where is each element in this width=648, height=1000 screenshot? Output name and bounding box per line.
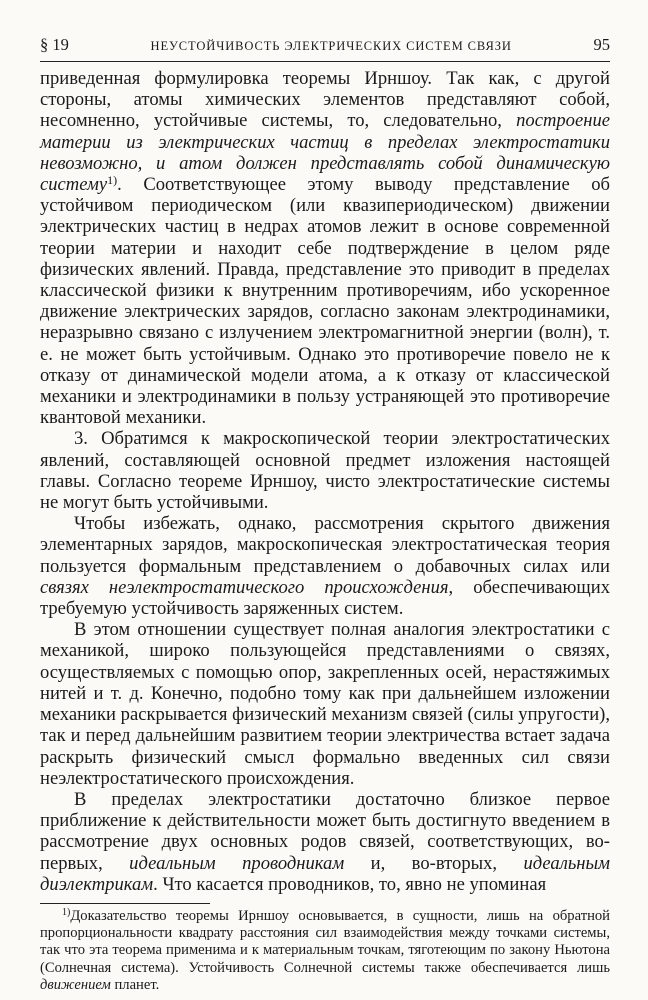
paragraph — [40, 619, 610, 789]
text-run: планет. — [110, 976, 160, 993]
emphasis-text: связях неэлектростатического происхождения — [40, 576, 449, 598]
section-number: § 19 — [40, 35, 69, 54]
footnote-marker: 1) — [107, 173, 118, 188]
paragraph — [40, 789, 610, 895]
text-run: и, во-вторых, — [344, 852, 524, 874]
paragraph — [40, 68, 610, 428]
book-page — [40, 34, 610, 994]
emphasis-text: построение материи из электрических частиц в пределах электростатики невозможно, и атом должен представлять собой динамическую систему — [40, 110, 610, 196]
body-text — [40, 68, 610, 895]
emphasis-text: идеальным проводникам — [129, 852, 345, 874]
emphasis-text: идеальным диэлектрикам — [40, 852, 610, 895]
text-run: , обеспечивающих требуемую устойчивость заряженных систем. — [40, 576, 610, 620]
text-run: В этом отношении существует полная аналогия электростатики с механикой, широко пользующейся представлениями о связях, осуществляемых с помощью опор, закрепленных осей, нерастяжимых нитей и т. д. Конечно, подобно тому как при дальнейшем изложении механики раскрывается физический механизм связей (силы упругости), так и перед дальнейшим развитием теории электричества встает задача раскрыть физический смысл формально введенных сил связи неэлектростатического происхождения. — [40, 619, 610, 789]
text-run: Чтобы избежать, однако, рассмотрения скрытого движения элементарных зарядов, макроскопическая электростатическая теория пользуется формальным представлением о добавочных силах или — [40, 513, 610, 577]
text-run: 3. Обратимся к макроскопической теории электростатических явлений, составляющей основной предмет изложения настоящей главы. Согласно теореме Ирншоу, чисто электростатические системы не могут быть устойчивыми. — [40, 428, 610, 514]
text-run: Доказательство теоремы Ирншоу основывается, в сущности, лишь на обратной пропорциональности квадрату расстояния сил взаимодействия между точками системы, так что эта теорема применима и к материальным точкам, тяготеющим по закону Ньютона (Солнечная система). Устойчивость Солнечной системы также обеспечивается лишь — [40, 907, 610, 976]
footnote — [40, 908, 610, 994]
footnote-divider — [40, 903, 210, 904]
text-run: приведенная формулировка теоремы Ирншоу. Так как, с другой стороны, атомы химических элементов представляют собой, несомненно, устойчивые системы, то, следовательно, — [40, 68, 610, 132]
paragraph — [40, 513, 610, 619]
text-run: . Соответствующее этому выводу представление об устойчивом периодическом (или квазипериодическом) движении электрических частиц в недрах атомов лежит в основе современной теории материи и находит себе подтверждение в целом ряде физических явлений. Правда, представление это приводит в пределах классической физики к внутренним противоречиям, ибо ускоренное движение электрических зарядов, согласно законам электродинамики, неразрывно связано с излучением электромагнитной энергии (волн), т. е. не может быть устойчивым. Однако это противоречие повело не к отказу от динамической модели атома, а к отказу от классической механики и электродинамики в пользу устраняющей это противоречие квантовой механики. — [40, 174, 610, 429]
text-run: В пределах электростатики достаточно близкое первое приближение к действительности может быть достигнуто введением в рассмотрение двух основных родов связей, соответствующих, во-первых, — [40, 788, 610, 874]
paragraph — [40, 428, 610, 513]
running-head — [40, 34, 610, 62]
emphasis-text: движением — [40, 976, 111, 993]
footnote-marker: 1) — [62, 906, 71, 918]
text-run: . Что касается проводников, то, явно не упоминая — [153, 873, 547, 895]
page-number: 95 — [593, 35, 610, 54]
chapter-title: НЕУСТОЙЧИВОСТЬ ЭЛЕКТРИЧЕСКИХ СИСТЕМ СВЯЗИ — [150, 39, 512, 53]
